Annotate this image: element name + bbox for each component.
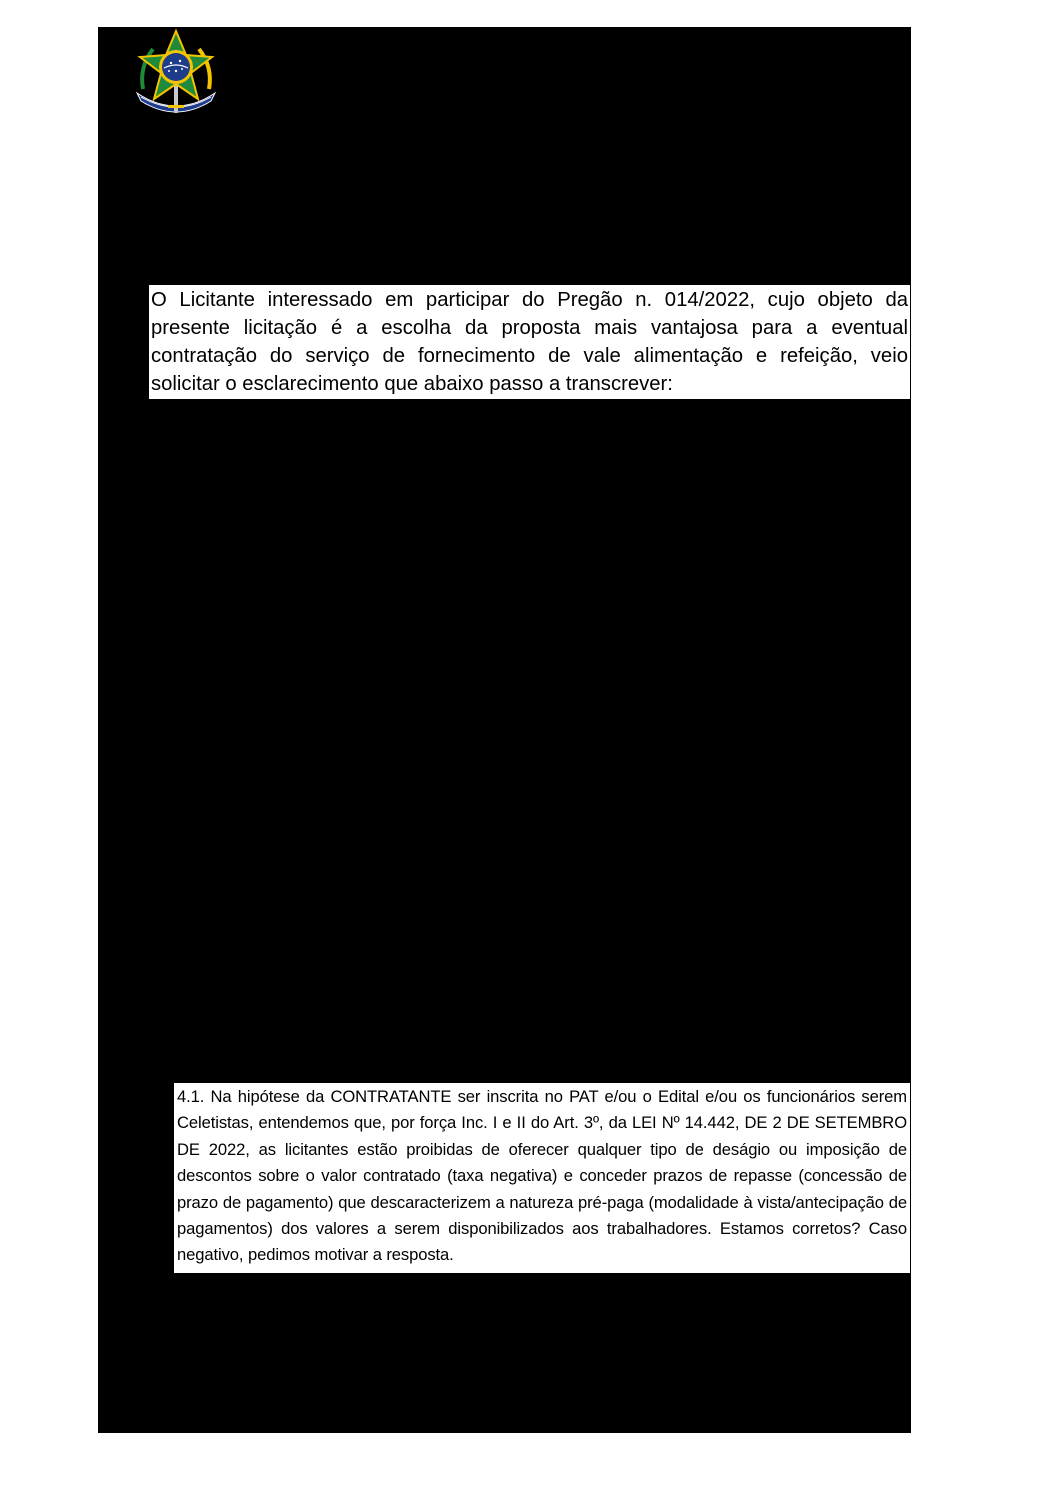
question-paragraph: 4.1. Na hipótese da CONTRATANTE ser inscrita no PAT e/ou o Edital e/ou os funcionários serem Celetistas, entendemos que, por força Inc. I e II do Art. 3º, da LEI Nº 14.442, DE 2 DE SETEMBRO DE 2022, as licitantes estão proibidas de oferecer qualquer tipo de deságio ou imposição de descontos sobre o valor contratado (taxa negativa) e conceder prazos de repasse (concessão de prazo de pagamento) que descaracterizem a natureza pré-paga (modalidade à vista/antecipação de pagamentos) dos valores a serem disponibilizados aos trabalhadores. Estamos corretos? Caso negativo, pedimos motivar a resposta. <box>177 1087 907 1265</box>
intro-paragraph: O Licitante interessado em participar do Pregão n. 014/2022, cujo objeto da presente licitação é a escolha da proposta mais vantajosa para a eventual contratação do serviço de fornecimento de vale alimentação e refeição, veio solicitar o esclarecimento que abaixo passo a transcrever: <box>151 289 908 395</box>
intro-text-box <box>149 285 910 399</box>
brazil-coat-of-arms-icon <box>131 27 221 117</box>
question-text-box <box>174 1083 910 1273</box>
